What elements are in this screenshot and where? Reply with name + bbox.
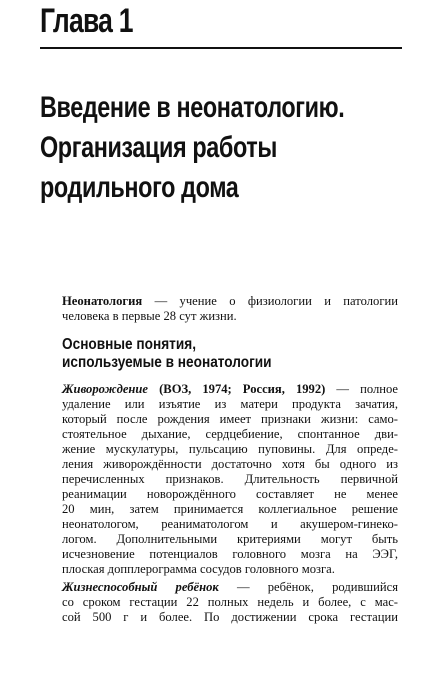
p2-line-3: сой 500 г и более. По достижении срока гестации xyxy=(62,610,398,624)
p2-term: Жизнеспособный ребёнок xyxy=(62,580,219,594)
header-rule xyxy=(40,47,402,49)
chapter-title-line-2: Организация работы xyxy=(40,131,277,164)
p2-line-1 xyxy=(62,580,398,595)
body-text xyxy=(62,294,398,625)
p1-line-4: стоятельное дыхание, сердцебиение, спонтанное дви- xyxy=(62,427,398,441)
p1-line-5: жение мускулатуры, пульсацию пуповины. Для опреде- xyxy=(62,442,398,456)
definition-term: Неонатология xyxy=(62,294,143,308)
p2-line-2: со сроком гестации 22 полных недель и более, с мас- xyxy=(62,595,398,609)
p2-text-1: — ребёнок, родившийся xyxy=(218,580,398,594)
section-heading-line-1: Основные понятия, xyxy=(62,336,197,353)
p1-line-12: исчезновение потенциалов головного мозга на ЭЭГ, xyxy=(62,547,398,561)
p1-line-8: реанимации новорождённого составляет не менее xyxy=(62,487,398,501)
p1-text-1: — полное xyxy=(325,382,399,396)
p1-line-13: плоская допплерограмма сосудов головного мозга. xyxy=(62,562,335,576)
section-heading xyxy=(62,336,405,372)
definition-line-1 xyxy=(62,294,398,309)
paragraph-viable-child xyxy=(62,580,398,625)
chapter-label: Глава 1 xyxy=(40,2,133,40)
p1-line-11: логом. Дополнительными критериями могут быть xyxy=(62,532,398,546)
definition-text-1: — учение о физиологии и патологии xyxy=(142,294,398,308)
p1-line-10: неонатологом, реаниматологом и акушером-гинеко- xyxy=(62,517,398,531)
p1-line-3: который после рождения имеет признаки жизни: само- xyxy=(62,412,398,426)
p1-line-2: удаление или изъятие из матери продукта зачатия, xyxy=(62,397,398,411)
chapter-title-line-3: родильного дома xyxy=(40,171,239,204)
section-heading-line-2: используемые в неонатологии xyxy=(62,354,272,371)
definition-line-2: человека в первые 28 сут жизни. xyxy=(62,309,237,323)
p1-term-ref: (ВОЗ, 1974; Россия, 1992) xyxy=(159,382,326,396)
p1-line-1 xyxy=(62,382,398,397)
p1-term: Живорождение xyxy=(62,382,149,396)
chapter-title xyxy=(40,88,407,208)
paragraph-live-birth xyxy=(62,382,398,577)
p1-line-6: ления живорождённости достаточно хотя бы одного из xyxy=(62,457,398,471)
definition-paragraph xyxy=(62,294,398,324)
p1-line-7: перечисленных признаков. Длительность первичной xyxy=(62,472,398,486)
p1-line-9: 20 мин, затем принимается коллегиальное решение xyxy=(62,502,398,516)
chapter-title-line-1: Введение в неонатологию. xyxy=(40,91,345,124)
